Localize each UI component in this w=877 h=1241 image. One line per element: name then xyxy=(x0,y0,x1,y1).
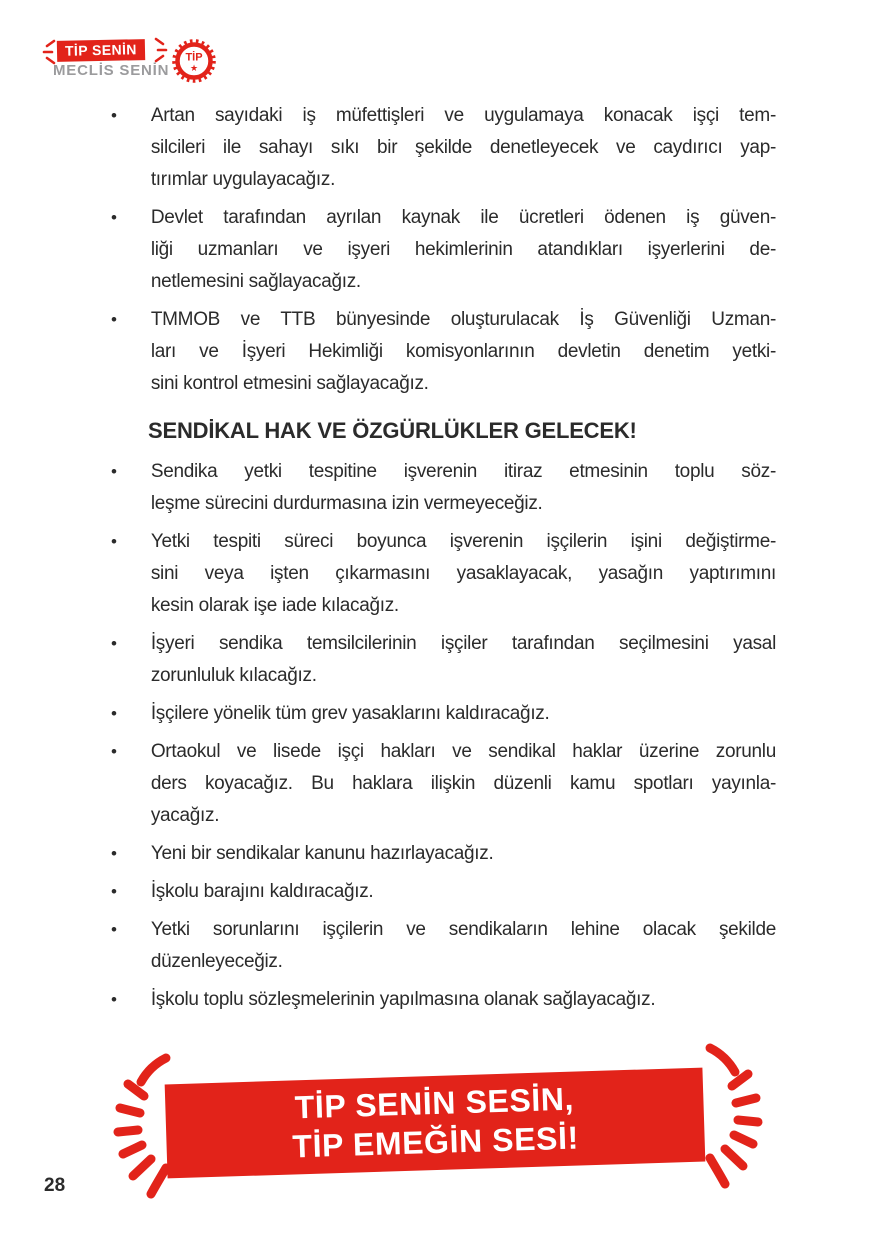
list-item xyxy=(108,456,776,520)
bullet-marker: • xyxy=(111,634,117,653)
bullet-marker: • xyxy=(111,704,117,723)
bullet-marker: • xyxy=(111,742,117,761)
bullet-line: Yeni bir sendikalar kanunu hazırlayacağız. xyxy=(150,843,494,864)
bullet-line: İşkolu barajını kaldıracağız. xyxy=(150,881,374,902)
bullet-line: İşçilere yönelik tüm grev yasaklarını kaldıracağız. xyxy=(150,703,550,724)
section-heading: SENDİKAL HAK VE ÖZGÜRLÜKLER GELECEK! xyxy=(148,418,637,443)
bullet-marker: • xyxy=(111,208,117,227)
bullet-line: leşme sürecini durdurmasına izin vermeyeceğiz. xyxy=(150,493,543,514)
list-item xyxy=(108,100,776,196)
emblem-star-icon: ★ xyxy=(189,63,199,73)
bullet-line: liği uzmanları ve işyeri hekimlerinin atandıkları işyerlerini de- xyxy=(150,239,776,260)
bullet-line: ları ve İşyeri Hekimliği komisyonlarının devletin denetim yetki- xyxy=(150,341,776,362)
banner-line-2: TİP EMEĞİN SESİ! xyxy=(291,1119,580,1165)
list-item xyxy=(108,304,776,400)
banner-burst-right-icon xyxy=(702,1038,766,1190)
bullet-line: zorunluluk kılacağız. xyxy=(150,665,317,686)
bullet-text xyxy=(151,456,776,520)
bullet-text xyxy=(151,984,776,1016)
banner-burst-left-icon xyxy=(110,1048,174,1200)
bullet-line: Sendika yetki tespitine işverenin itiraz etmesinin toplu söz- xyxy=(150,461,776,482)
bullet-text xyxy=(151,736,776,832)
page-number: 28 xyxy=(44,1175,66,1196)
bullet-line: düzenleyeceğiz. xyxy=(150,951,283,972)
list-item xyxy=(108,526,776,622)
slogan-banner xyxy=(165,1068,706,1179)
bullet-line: İşkolu toplu sözleşmelerinin yapılmasına olanak sağlayacağız. xyxy=(150,989,656,1010)
bullet-marker: • xyxy=(111,920,117,939)
bullet-marker: • xyxy=(111,990,117,1009)
list-item xyxy=(108,914,776,978)
bullet-line: TMMOB ve TTB bünyesinde oluşturulacak İş Güvenliği Uzman- xyxy=(150,309,776,330)
bullet-line: silcileri ile sahayı sıkı bir şekilde denetleyecek ve caydırıcı yap- xyxy=(150,137,776,158)
banner-line-1: TİP SENİN SESİN, xyxy=(294,1080,575,1126)
bullet-marker: • xyxy=(111,844,117,863)
bullet-text xyxy=(151,526,776,622)
list-item xyxy=(108,838,776,870)
emblem-text: TİP xyxy=(185,51,203,64)
bullet-line: Ortaokul ve lisede işçi hakları ve sendikal haklar üzerine zorunlu xyxy=(150,741,776,762)
bullet-marker: • xyxy=(111,462,117,481)
logo-burst-right-icon xyxy=(152,36,168,64)
bullet-text xyxy=(151,698,776,730)
bullet-text xyxy=(151,876,776,908)
bullet-text xyxy=(151,914,776,978)
bullet-line: sini veya işten çıkarmasını yasaklayacak, yasağın yaptırımını xyxy=(150,563,776,584)
bullet-marker: • xyxy=(111,532,117,551)
bullet-text xyxy=(151,838,776,870)
logo-banner xyxy=(57,39,145,62)
bullet-line: sini kontrol etmesini sağlayacağız. xyxy=(150,373,429,394)
list-item xyxy=(108,628,776,692)
bullet-line: tırımlar uygulayacağız. xyxy=(150,169,336,190)
bullet-text xyxy=(151,628,776,692)
logo-title: TİP SENİN xyxy=(64,41,137,59)
bullet-line: netlemesini sağlayacağız. xyxy=(150,271,361,292)
tip-party-emblem-icon xyxy=(172,39,216,83)
bullet-line: İşyeri sendika temsilcilerinin işçiler tarafından seçilmesini yasal xyxy=(150,633,776,654)
bullet-marker: • xyxy=(111,882,117,901)
bullet-line: yacağız. xyxy=(150,805,220,826)
page-content xyxy=(108,100,776,1022)
bullet-text xyxy=(151,100,776,196)
list-item xyxy=(108,736,776,832)
bullet-line: ders koyacağız. Bu haklara ilişkin düzenli kamu spotları yayınla- xyxy=(150,773,776,794)
bullet-line: Artan sayıdaki iş müfettişleri ve uygulamaya konacak işçi tem- xyxy=(150,105,776,126)
bullet-line: Yetki sorunlarını işçilerin ve sendikaların lehine olacak şekilde xyxy=(150,919,776,940)
bullet-line: kesin olarak işe iade kılacağız. xyxy=(150,595,399,616)
list-item xyxy=(108,876,776,908)
bullet-line: Devlet tarafından ayrılan kaynak ile ücretleri ödenen iş güven- xyxy=(150,207,776,228)
bullet-line: Yetki tespiti süreci boyunca işverenin işçilerin işini değiştirme- xyxy=(150,531,776,552)
tip-logo xyxy=(48,38,228,90)
bullet-marker: • xyxy=(111,310,117,329)
list-item xyxy=(108,984,776,1016)
bullet-text xyxy=(151,202,776,298)
bullet-text xyxy=(151,304,776,400)
logo-subtitle: MECLİS SENİN xyxy=(53,62,170,79)
list-item xyxy=(108,698,776,730)
list-item xyxy=(108,202,776,298)
bullet-marker: • xyxy=(111,106,117,125)
